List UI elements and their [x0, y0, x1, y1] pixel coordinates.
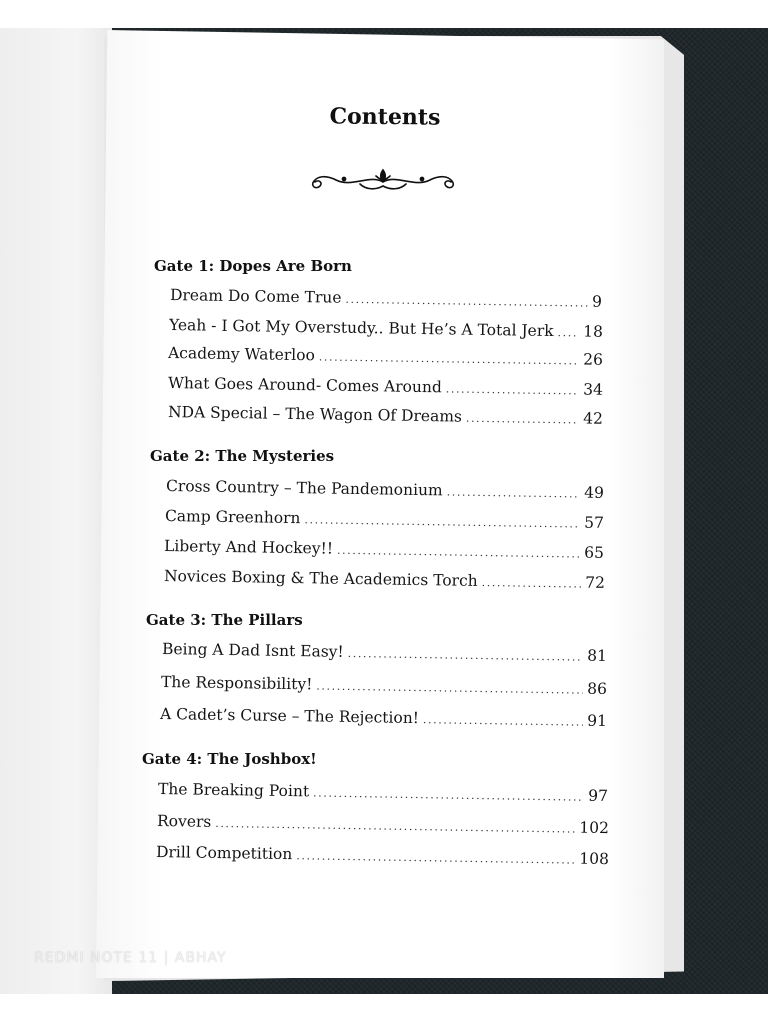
entry-title: NDA Special – The Wagon Of Dreams [167, 403, 463, 426]
entry-page-number: 97 [588, 786, 609, 806]
entry-title: Being A Dad Isnt Easy! [161, 640, 344, 661]
toc-entry[interactable] [168, 344, 603, 373]
dot-leader [447, 486, 581, 499]
dot-leader [557, 327, 579, 338]
section-heading: Gate 3: The Pillars [146, 611, 303, 629]
toc-entry[interactable] [168, 403, 603, 432]
section-heading: Gate 4: The Joshbox! [142, 750, 317, 768]
dot-leader [423, 714, 583, 728]
section-heading: Gate 1: Dopes Are Born [154, 257, 352, 275]
toc-entry[interactable] [157, 812, 609, 841]
section-heading: Gate 2: The Mysteries [150, 447, 335, 465]
toc-entry[interactable] [156, 843, 609, 872]
dot-leader [316, 680, 583, 695]
toc-entry[interactable] [161, 673, 607, 702]
entry-title: Academy Waterloo [167, 344, 316, 365]
entry-page-number: 65 [584, 543, 605, 562]
page-title: Contents [329, 103, 441, 131]
dot-leader [482, 577, 582, 590]
entry-title: What Goes Around- Comes Around [167, 374, 442, 397]
toc-entry[interactable] [168, 374, 603, 403]
entry-title: Liberty And Hockey!! [163, 537, 334, 558]
entry-title: The Responsibility! [160, 673, 313, 694]
entry-page-number: 18 [583, 322, 604, 341]
entry-page-number: 34 [583, 380, 604, 399]
dot-leader [313, 787, 584, 802]
dot-leader [446, 383, 580, 396]
dot-leader [319, 351, 580, 366]
entry-page-number: 108 [579, 849, 610, 869]
dot-leader [296, 850, 575, 865]
entry-page-number: 86 [587, 679, 608, 699]
toc-entry[interactable] [160, 705, 607, 734]
dot-leader [345, 294, 588, 309]
entry-title: Yeah - I Got My Overstudy.. But He’s A Total Jerk [168, 316, 554, 341]
dot-leader [337, 545, 580, 560]
toc-entry[interactable] [162, 640, 607, 669]
entry-title: The Breaking Point [157, 780, 310, 801]
toc-entry[interactable] [170, 286, 602, 315]
dot-leader [304, 514, 580, 529]
entry-title: Drill Competition [155, 843, 293, 864]
entry-page-number: 57 [584, 513, 605, 532]
dot-leader [215, 818, 575, 835]
entry-title: Novices Boxing & The Academics Torch [163, 567, 478, 590]
entry-page-number: 81 [587, 646, 608, 665]
entry-page-number: 42 [583, 409, 604, 428]
entry-page-number: 72 [585, 573, 606, 592]
toc-entry[interactable] [164, 567, 605, 596]
entry-page-number: 26 [583, 350, 604, 369]
entry-page-number: 102 [579, 818, 610, 838]
entry-page-number: 49 [584, 483, 605, 502]
entry-title: Dream Do Come True [169, 286, 342, 307]
entry-title: Camp Greenhorn [164, 507, 301, 528]
toc-entry[interactable] [166, 477, 604, 506]
toc-entry[interactable] [169, 316, 603, 345]
entry-title: A Cadet’s Curse – The Rejection! [159, 705, 420, 728]
toc-entry[interactable] [158, 780, 608, 809]
entry-title: Rovers [156, 812, 212, 831]
dot-leader [348, 648, 584, 663]
entry-page-number: 9 [591, 292, 603, 311]
dot-leader [466, 413, 579, 426]
toc-entry[interactable] [164, 537, 604, 566]
entry-title: Cross Country – The Pandemonium [165, 477, 443, 500]
toc-entry[interactable] [165, 507, 604, 536]
entry-page-number: 91 [587, 711, 608, 731]
camera-watermark: REDMI NOTE 11 | ABHAY [34, 950, 227, 966]
